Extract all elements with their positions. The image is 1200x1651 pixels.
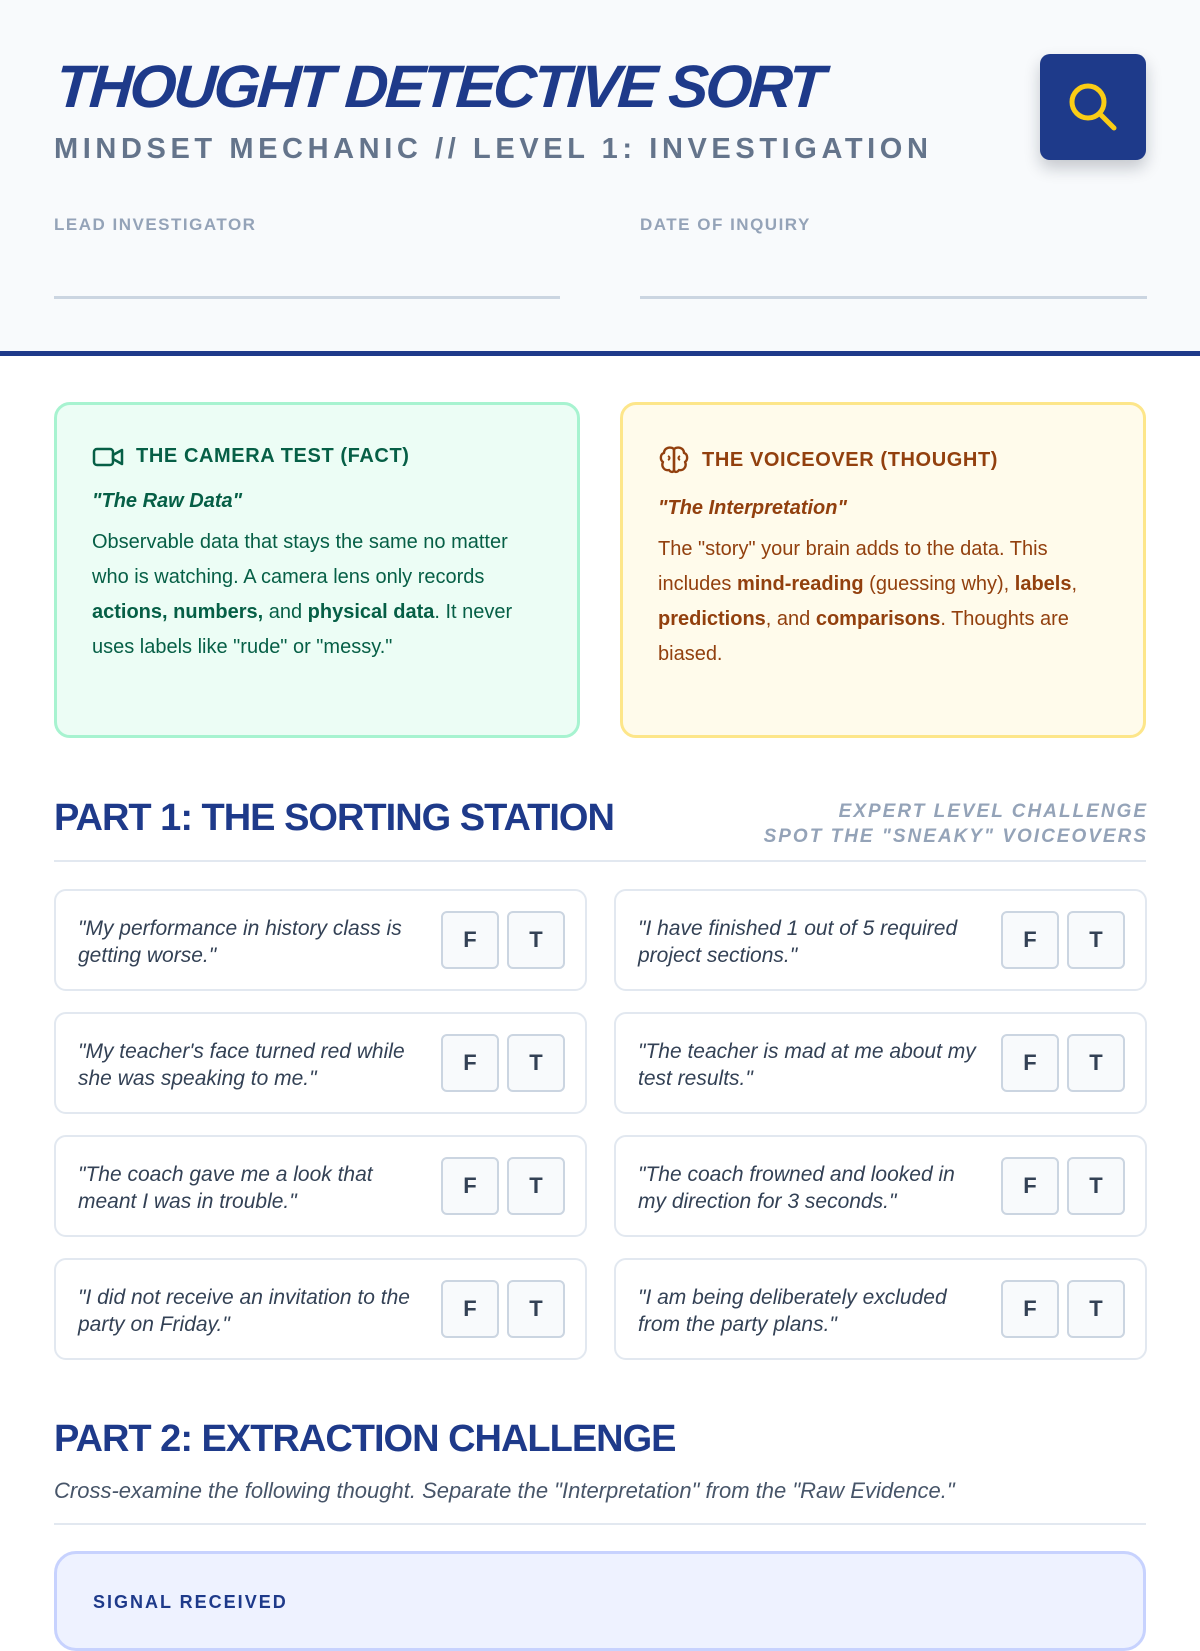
voiceover-description: The "story" your brain adds to the data. This includes mind-reading (guessing why), labels, predictions, and comparisons. Thoughts are biased. (658, 538, 1078, 665)
search-button[interactable] (1040, 54, 1146, 160)
thought-button[interactable]: T (507, 1157, 565, 1215)
date-of-inquiry-field[interactable] (640, 296, 1147, 299)
fact-button[interactable]: F (441, 1157, 499, 1215)
part2-description: Cross-examine the following thought. Separate the "Interpretation" from the "Raw Evidence." (54, 1478, 955, 1503)
search-icon (1064, 78, 1122, 136)
fact-button[interactable]: F (1001, 1034, 1059, 1092)
statement-text: "The coach gave me a look that meant I was in trouble." (78, 1163, 373, 1213)
statement-card (54, 1012, 587, 1114)
voiceover-card (620, 402, 1146, 738)
part2-divider (54, 1523, 1146, 1525)
thought-button[interactable]: T (1067, 1157, 1125, 1215)
statement-text: "I have finished 1 out of 5 required project sections." (638, 917, 958, 967)
part1-divider (54, 860, 1146, 862)
statement-card (54, 889, 587, 991)
page-subtitle: MINDSET MECHANIC // LEVEL 1: INVESTIGATION (54, 133, 933, 165)
statement-card (54, 1135, 587, 1237)
fact-button[interactable]: F (441, 1280, 499, 1338)
statement-text: "My performance in history class is getting worse." (78, 917, 402, 967)
signal-label: SIGNAL RECEIVED (93, 1592, 288, 1612)
statement-card (54, 1258, 587, 1360)
thought-button[interactable]: T (507, 1034, 565, 1092)
statement-text: "The teacher is mad at me about my test results." (638, 1040, 976, 1090)
statement-text: "My teacher's face turned red while she was speaking to me." (78, 1040, 405, 1090)
signal-box (54, 1551, 1146, 1651)
video-camera-icon (92, 446, 124, 468)
challenge-line-1: EXPERT LEVEL CHALLENGE (838, 801, 1148, 822)
statement-card (614, 1135, 1147, 1237)
fact-button[interactable]: F (1001, 1280, 1059, 1338)
statement-text: "I did not receive an invitation to the party on Friday." (78, 1286, 410, 1336)
challenge-line-2: SPOT THE "SNEAKY" VOICEOVERS (763, 826, 1148, 847)
page-title: THOUGHT DETECTIVE SORT (53, 53, 825, 120)
worksheet-header (0, 0, 1200, 356)
camera-test-title: THE CAMERA TEST (FACT) (136, 445, 410, 467)
part2-title: PART 2: EXTRACTION CHALLENGE (54, 1418, 676, 1460)
fact-button[interactable]: F (1001, 911, 1059, 969)
statement-card (614, 1258, 1147, 1360)
date-of-inquiry-label: DATE OF INQUIRY (640, 215, 811, 234)
thought-button[interactable]: T (507, 1280, 565, 1338)
brain-icon (658, 445, 690, 475)
voiceover-subtitle: "The Interpretation" (658, 497, 847, 519)
statement-text: "I am being deliberately excluded from the party plans." (638, 1286, 947, 1336)
camera-test-description: Observable data that stays the same no matter who is watching. A camera lens only records actions, numbers, and physical data. It never uses labels like "rude" or "messy." (92, 531, 513, 658)
challenge-note (764, 799, 1148, 849)
voiceover-heading (658, 445, 1107, 475)
camera-test-heading (92, 445, 541, 468)
camera-test-subtitle: "The Raw Data" (92, 490, 243, 512)
thought-button[interactable]: T (1067, 911, 1125, 969)
lead-investigator-field[interactable] (54, 296, 560, 299)
statement-card (614, 889, 1147, 991)
camera-test-card (54, 402, 580, 738)
thought-button[interactable]: T (507, 911, 565, 969)
thought-button[interactable]: T (1067, 1034, 1125, 1092)
fact-button[interactable]: F (441, 911, 499, 969)
fact-button[interactable]: F (441, 1034, 499, 1092)
lead-investigator-label: LEAD INVESTIGATOR (54, 215, 257, 234)
voiceover-title: THE VOICEOVER (THOUGHT) (702, 448, 999, 471)
part1-title: PART 1: THE SORTING STATION (54, 797, 614, 839)
statement-text: "The coach frowned and looked in my direction for 3 seconds." (638, 1163, 955, 1213)
fact-button[interactable]: F (1001, 1157, 1059, 1215)
statement-card (614, 1012, 1147, 1114)
thought-button[interactable]: T (1067, 1280, 1125, 1338)
